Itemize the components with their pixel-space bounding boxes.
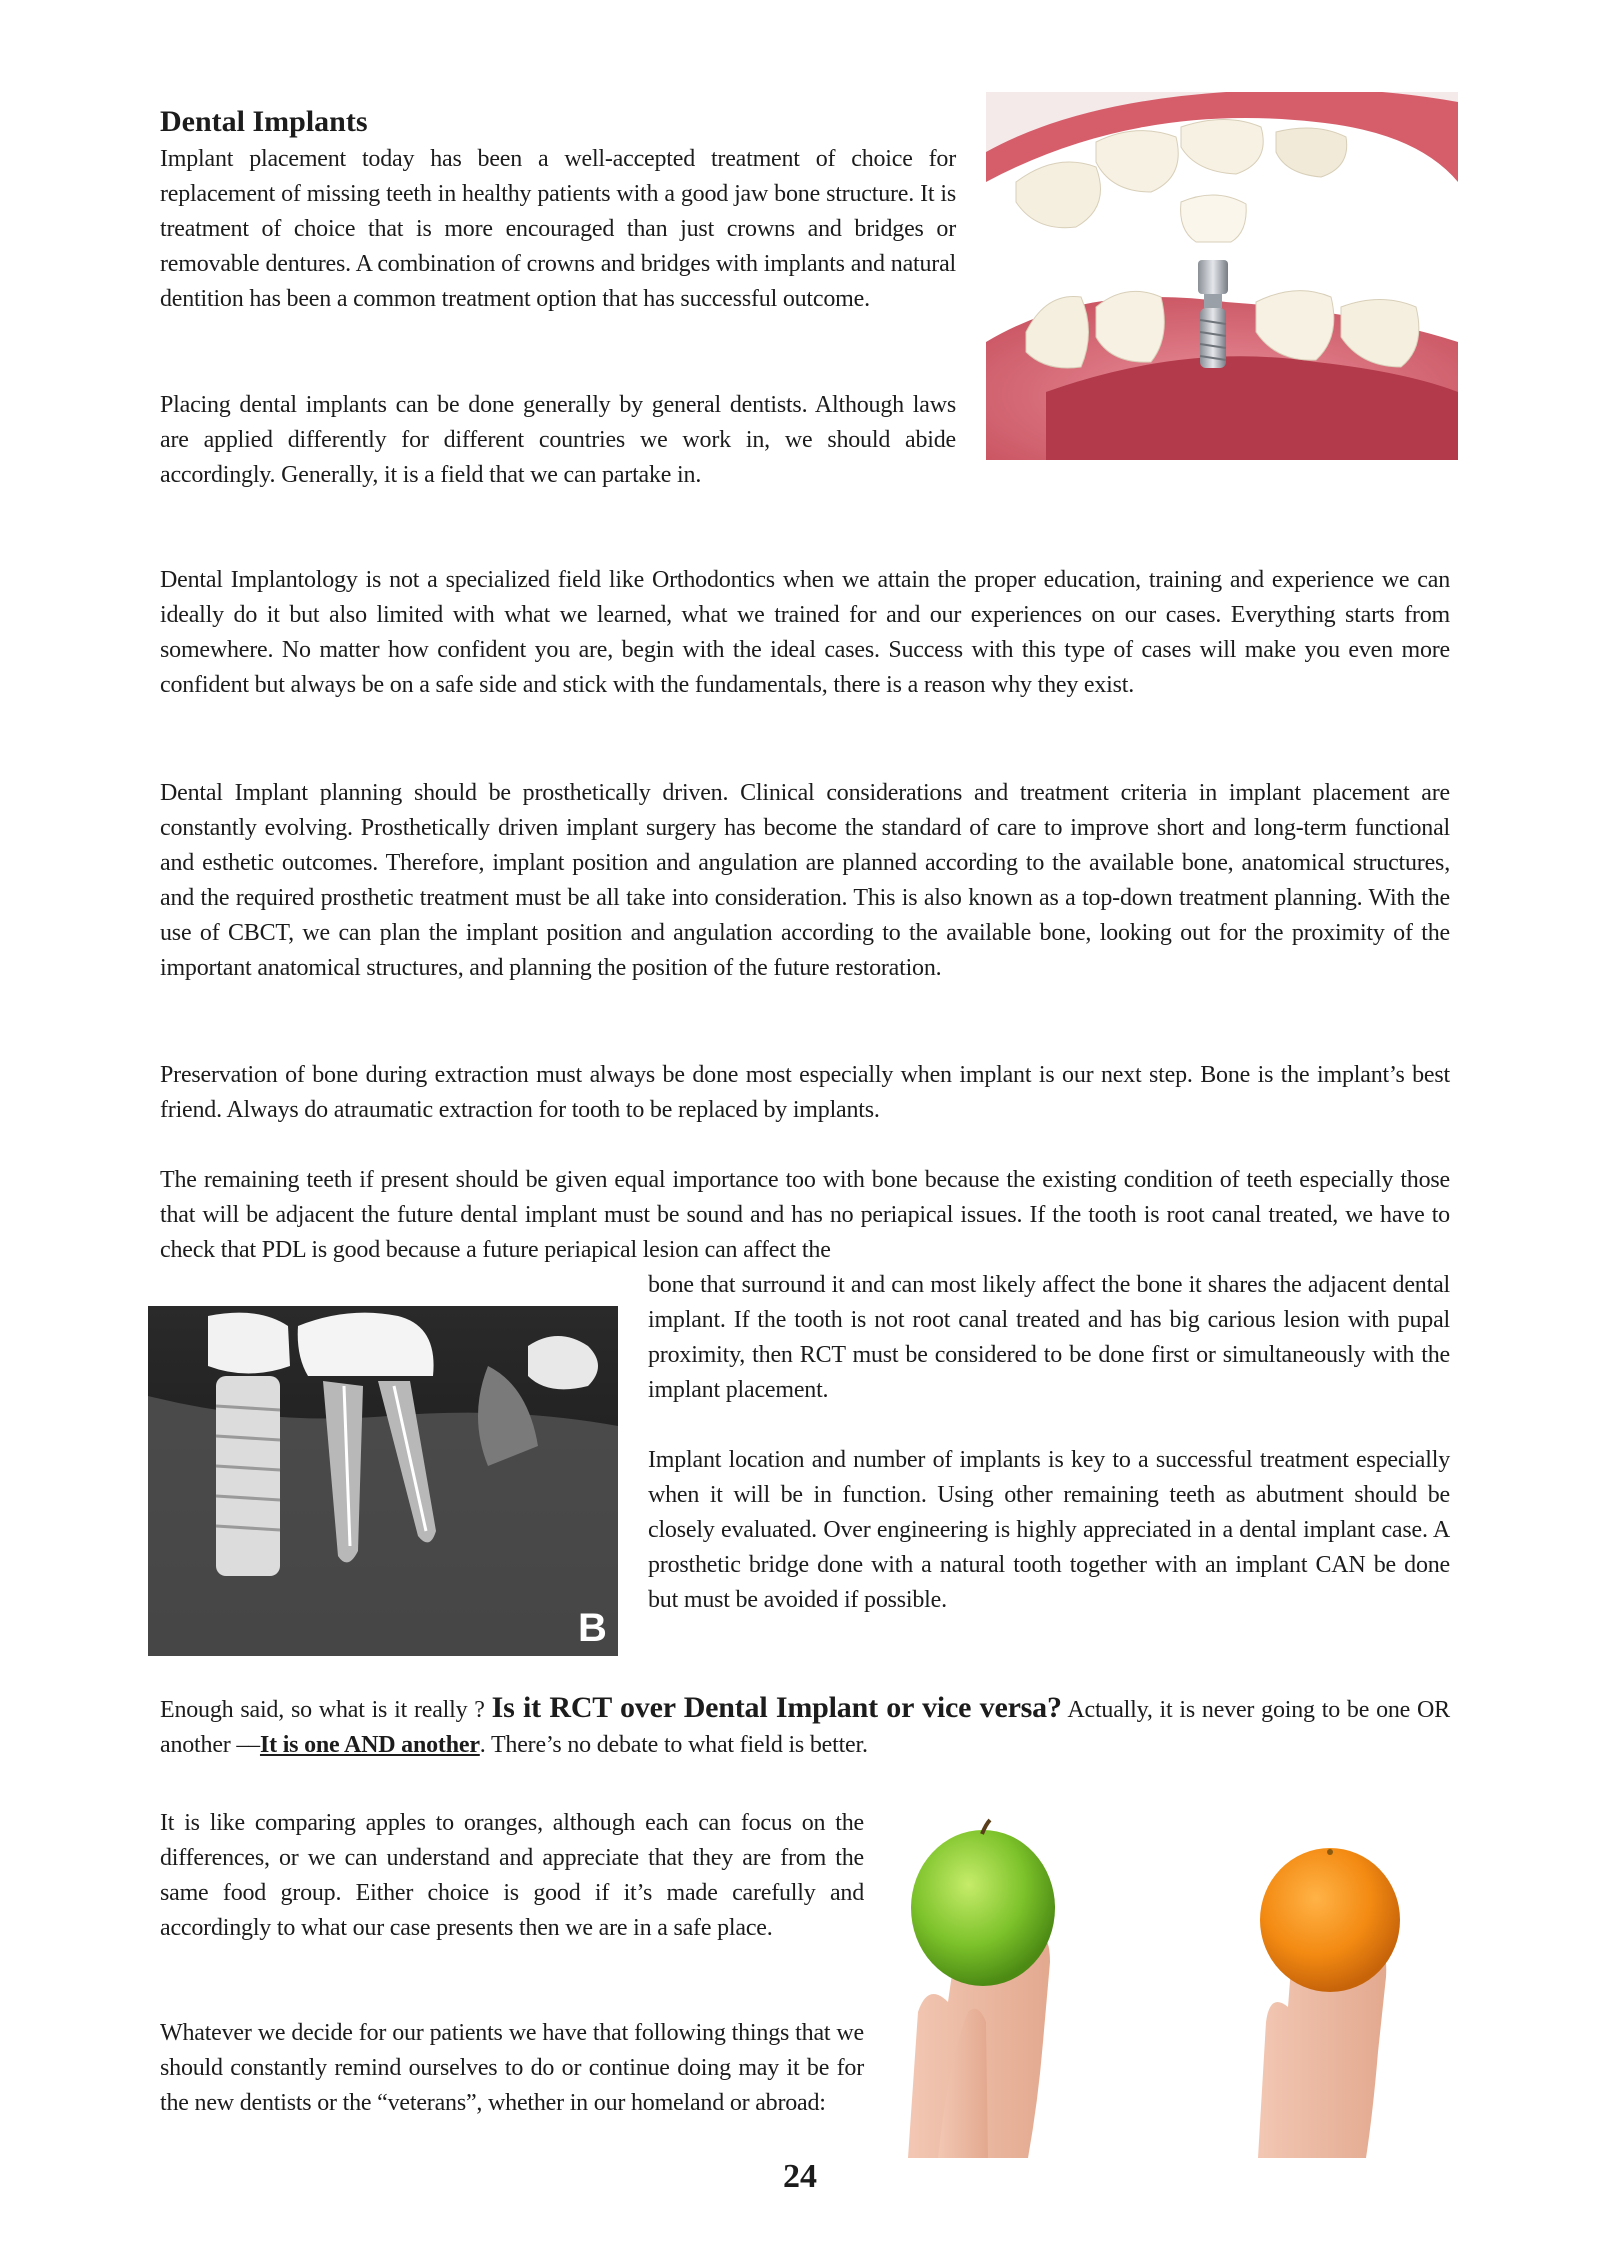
conclusion-question: Is it RCT over Dental Implant or vice versa?: [491, 1691, 1062, 1724]
paragraph-apples-oranges: It is like comparing apples to oranges, although each can focus on the differences, or we can understand and appreciate that they are from the same food group. Either choice is good if it’s made carefully and accordingly to what our case presents then we are in a safe place.: [160, 1810, 864, 1941]
dental-implant-illustration: [986, 92, 1458, 460]
xray-label: B: [578, 1606, 607, 1650]
paragraph-general-dentists: Placing dental implants can be done generally by general dentists. Although laws are applied differently for different countries we work in, we should abide accordingly. Generally, it is a field that we can partake in.: [160, 392, 956, 488]
paragraph-implant-location: Implant location and number of implants is key to a successful treatment especially when it will be in function. Using other remaining teeth as abutment should be closely evaluated. Over engineering is highly appreciated in a dental implant case. A prosthetic bridge done with a natural tooth together with an implant CAN be done but must be avoided if possible.: [648, 1447, 1450, 1613]
section-heading: Dental Implants: [160, 105, 368, 138]
paragraph-planning: Dental Implant planning should be prosthetically driven. Clinical considerations and treatment criteria in implant placement are constantly evolving. Prosthetically driven implant surgery has become the standard of care to improve short and long-term functional and esthetic outcomes. Therefore, implant position and angulation are planned according to the available bone, anatomical structures, and the required prosthetic treatment must be all take into consideration. This is also known as a top-down treatment planning. With the use of CBCT, we can plan the implant position and angulation according to the available bone, looking out for the proximity of the important anatomical structures, and planning the position of the future restoration.: [160, 780, 1450, 981]
conclusion-text-end: . There’s no debate to what field is better.: [479, 1732, 868, 1758]
paragraph-remaining-teeth: The remaining teeth if present should be given equal importance too with bone because the existing condition of teeth especially those that will be adjacent the future dental implant must be sound and has no periapical issues. If the tooth is root canal treated, we have to check that PDL is good because a future periapical lesion can affect the: [160, 1167, 1450, 1263]
paragraph-implantology: Dental Implantology is not a specialized field like Orthodontics when we attain the proper education, training and experience we can ideally do it but also limited with what we learned, what we trained for and our experiences on our cases. Everything starts from somewhere. No matter how confident you are, begin with the ideal cases. Success with this type of cases will make you even more confident but always be on a safe side and stick with the fundamentals, there is a reason why they exist.: [160, 567, 1450, 698]
conclusion-text-start: Enough said, so what is it really ?: [160, 1697, 492, 1723]
paragraph-reminders: Whatever we decide for our patients we have that following things that we should constantly remind ourselves to do or continue doing may it be for the new dentists or the “veterans”, whether in our homeland or abroad:: [160, 2020, 864, 2116]
paragraph-conclusion: [160, 1690, 1450, 1763]
page-number: 24: [783, 2158, 817, 2195]
apple-orange-photo: [878, 1812, 1426, 2158]
paragraph-bone-preservation: Preservation of bone during extraction must always be done most especially when implant is our next step. Bone is the implant’s best friend. Always do atraumatic extraction for tooth to be replaced by implants.: [160, 1062, 1450, 1123]
dental-xray-image: [148, 1306, 618, 1656]
paragraph-remaining-teeth-cont: bone that surround it and can most likely affect the bone it shares the adjacent dental implant. If the tooth is not root canal treated and has big carious lesion with pupal proximity, then RCT must be considered to be done first or simultaneously with the implant placement.: [648, 1272, 1450, 1403]
conclusion-emphasis: It is one AND another: [259, 1732, 480, 1758]
paragraph-intro: Implant placement today has been a well-accepted treatment of choice for replacement of missing teeth in healthy patients with a good jaw bone structure. It is treatment of choice that is more encouraged than just crowns and bridges or removable dentures. A combination of crowns and bridges with implants and natural dentition has been a common treatment option that has successful outcome.: [160, 146, 956, 312]
conclusion-text-mid: Actually, it is never going to be one OR another ––: [160, 1697, 1450, 1758]
